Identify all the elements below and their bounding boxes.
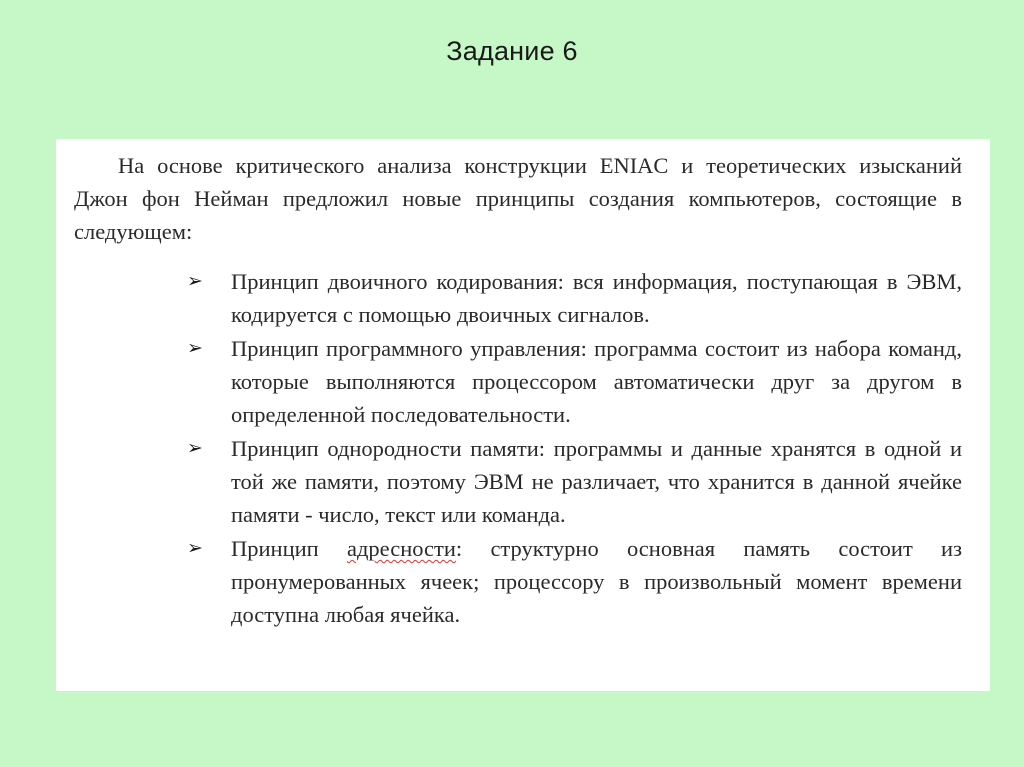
intro-paragraph: На основе критического анализа конструкции ENIAC и теоретических изысканий Джон фон Нейман предложил новые принципы создания компьютеров, состоящие в следующем: (74, 153, 962, 244)
principle-text: Принцип однородности памяти: программы и данные хранятся в одной и той же памяти, поэтому ЭВМ не различает, что хранится в данной ячейке памяти - число, текст или команда. (231, 436, 962, 527)
principle-text: Принцип программного управления: программа состоит из набора команд, которые выполняются процессором автоматически друг за другом в определенной последовательности. (231, 336, 962, 427)
slide-title: Задание 6 (446, 36, 578, 66)
arrowhead-bullet-icon: ➢ (187, 270, 203, 292)
arrowhead-bullet-icon: ➢ (187, 437, 203, 459)
principle-text (231, 536, 962, 627)
list-item (187, 332, 962, 431)
list-item (187, 432, 962, 531)
arrowhead-bullet-icon: ➢ (187, 337, 203, 359)
principle-text: Принцип двоичного кодирования: вся информация, поступающая в ЭВМ, кодируется с помощью двоичных сигналов. (231, 269, 962, 327)
principle-rest: : структурно основная память состоит из пронумерованных ячеек; процессору в произвольный момент времени доступна любая ячейка. (231, 536, 962, 627)
principles-list (74, 265, 962, 631)
list-item (187, 532, 962, 631)
spellcheck-underlined-word: адресности (346, 536, 456, 561)
arrowhead-bullet-icon: ➢ (187, 537, 203, 559)
list-item (187, 265, 962, 331)
document-panel (56, 139, 990, 691)
principle-lead: Принцип (231, 536, 347, 561)
